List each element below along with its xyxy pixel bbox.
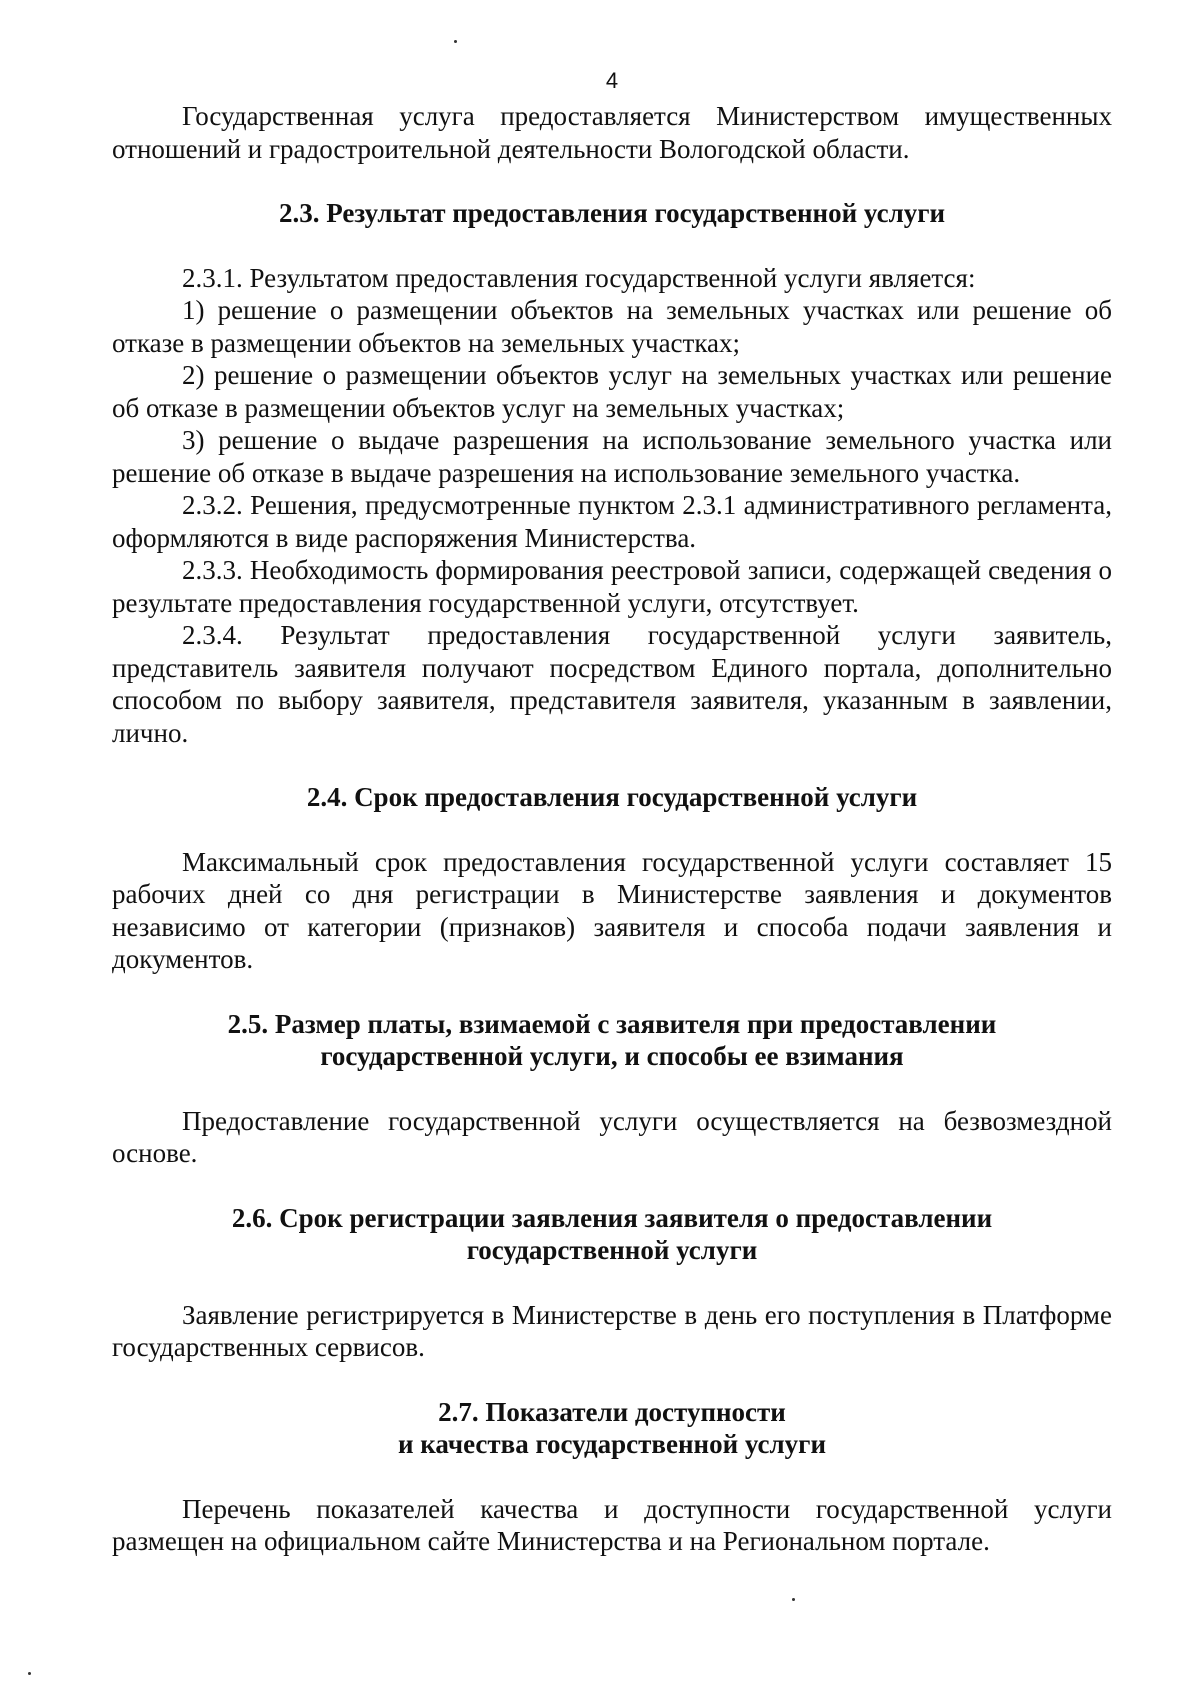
paragraph-2-3-4: 2.3.4. Результат предоставления государственной услуги заявитель, представитель заявителя получают посредством Единого портала, дополнительно способом по выбору заявителя, представителя заявителя, указанным в заявлении, лично. <box>112 620 1112 748</box>
paragraph-2-3-1: 2.3.1. Результатом предоставления государственной услуги является: <box>182 262 976 293</box>
section-2-3-title: 2.3. Результат предоставления государственной услуги <box>278 198 946 228</box>
intro-paragraph: Государственная услуга предоставляется Министерством имущественных отношений и градостроительной деятельности Вологодской области. <box>112 101 1112 164</box>
section-2-4-title: 2.4. Срок предоставления государственной услуги <box>306 782 918 812</box>
section-2-5-title-line1: 2.5. Размер платы, взимаемой с заявителя при предоставлении <box>227 1008 997 1039</box>
section-2-5-title-line2: государственной услуги, и способы ее взимания <box>320 1041 904 1071</box>
paragraph-2-3-2: 2.3.2. Решения, предусмотренные пунктом 2.3.1 административного регламента, оформляются в виде распоряжения Министерства. <box>112 490 1112 553</box>
page-number: 4 <box>605 68 619 93</box>
section-2-7-heading <box>112 1396 1112 1461</box>
scan-speck <box>454 40 457 43</box>
paragraph-2-3-3: 2.3.3. Необходимость формирования реестровой записи, содержащей сведения о результате предоставления государственной услуги, отсутствует. <box>112 555 1112 618</box>
scan-speck <box>28 1672 31 1675</box>
list-item-2: 2) решение о размещении объектов услуг на земельных участках или решение об отказе в размещении объектов услуг на земельных участках; <box>112 360 1112 423</box>
section-2-6-title-line2: государственной услуги <box>466 1235 758 1265</box>
list-item-1: 1) решение о размещении объектов на земельных участках или решение об отказе в размещении объектов на земельных участках; <box>112 295 1112 358</box>
section-2-5-text: Предоставление государственной услуги осуществляется на безвозмездной основе. <box>112 1105 1112 1168</box>
section-2-6-heading <box>112 1202 1112 1267</box>
list-item-3: 3) решение о выдаче разрешения на использование земельного участка или решение об отказе в выдаче разрешения на использование земельного участка. <box>112 425 1112 488</box>
section-2-4-text: Максимальный срок предоставления государственной услуги составляет 15 рабочих дней со дня регистрации в Министерстве заявления и документов независимо от категории (признаков) заявителя и способа подачи заявления и документов. <box>112 846 1112 974</box>
section-2-6-text: Заявление регистрируется в Министерстве в день его поступления в Платформе государственных сервисов. <box>112 1299 1112 1362</box>
section-2-6-title-line1: 2.6. Срок регистрации заявления заявителя о предоставлении <box>231 1202 993 1233</box>
section-2-5-heading <box>112 1008 1112 1073</box>
section-2-7-title-line1: 2.7. Показатели доступности <box>438 1396 786 1427</box>
section-2-3-body <box>112 262 1112 750</box>
section-2-7-title-line2: и качества государственной услуги <box>397 1429 827 1459</box>
scan-speck <box>792 1598 795 1601</box>
section-2-7-text: Перечень показателей качества и доступности государственной услуги размещен на официальном сайте Министерства и на Региональном портале. <box>112 1493 1112 1556</box>
